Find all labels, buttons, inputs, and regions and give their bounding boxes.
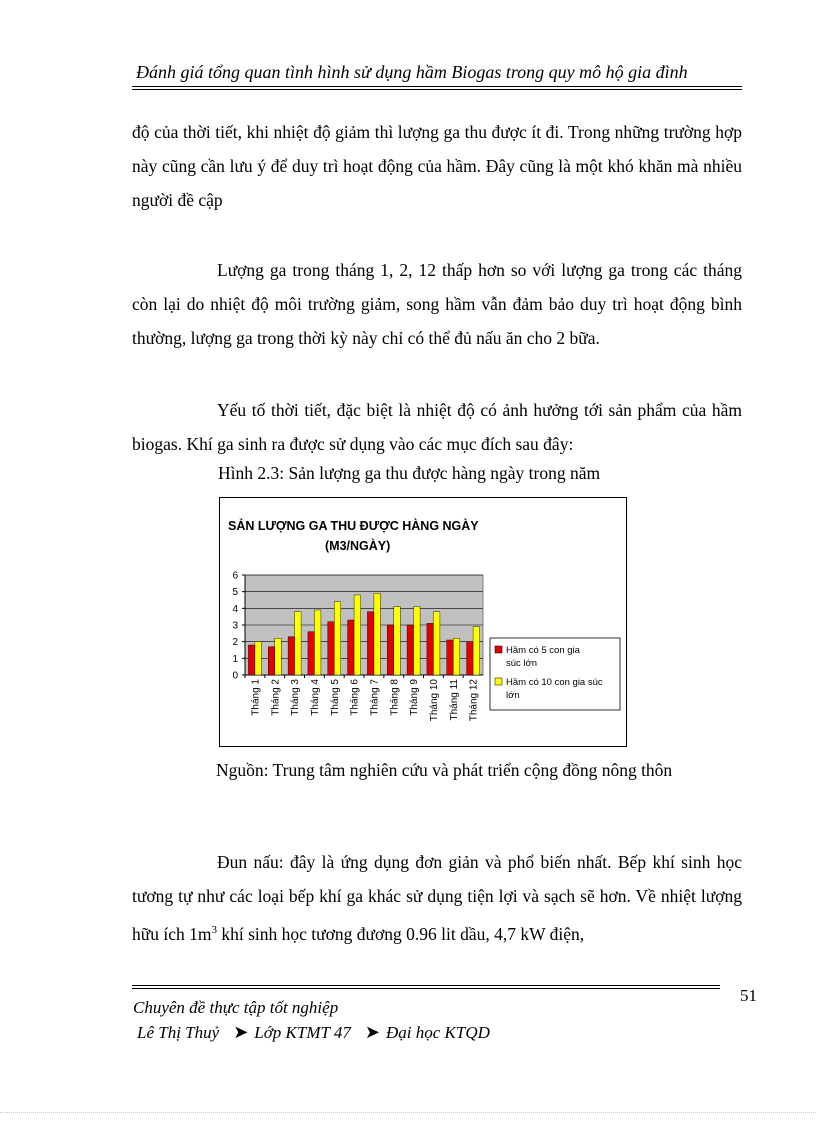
- footer-university: Đại học KTQD: [386, 1023, 490, 1042]
- paragraph-4-superscript: 3: [211, 924, 217, 936]
- page-bottom-dotted-border: [0, 1112, 816, 1113]
- bar: [473, 627, 480, 675]
- y-tick-label: 0: [232, 670, 238, 682]
- x-tick-label: Tháng 12: [468, 679, 480, 722]
- x-tick-label: Tháng 10: [428, 679, 440, 722]
- x-tick-label: Tháng 5: [329, 679, 341, 716]
- arrow-icon: ➤: [364, 1022, 381, 1042]
- bar: [275, 638, 282, 675]
- bar: [414, 607, 421, 675]
- paragraph-3: Yếu tố thời tiết, đặc biệt là nhiệt độ có ảnh hưởng tới sản phẩm của hầm biogas. Khí ga sinh ra được sử dụng vào các mục đích sau đây:: [132, 400, 742, 454]
- bar: [467, 642, 474, 675]
- bar: [394, 607, 401, 675]
- figure-caption: Hình 2.3: Sản lượng ga thu được hàng ngày trong năm: [218, 463, 601, 483]
- header-rule-top: [132, 86, 742, 87]
- bar: [248, 645, 254, 675]
- y-tick-label: 2: [232, 637, 238, 649]
- footer-class: Lớp KTMT 47: [254, 1023, 351, 1042]
- arrow-icon: ➤: [233, 1022, 249, 1042]
- bar: [334, 602, 341, 675]
- bar: [427, 623, 434, 675]
- header-rule-bottom: [132, 89, 742, 90]
- x-tick-label: Tháng 8: [389, 679, 401, 716]
- x-tick-label: Tháng 2: [270, 679, 282, 716]
- legend-label: Hầm có 10 con gia súc: [506, 677, 603, 688]
- bar: [453, 638, 460, 675]
- y-tick-label: 5: [232, 587, 238, 599]
- x-tick-label: Tháng 9: [409, 679, 421, 716]
- legend-label-continued: súc lớn: [506, 658, 538, 669]
- legend-label-continued: lớn: [506, 690, 520, 701]
- bar: [348, 620, 355, 675]
- bar: [354, 595, 361, 675]
- page-number: 51: [740, 986, 757, 1005]
- chart-frame: [219, 497, 627, 747]
- footer-author-line: [137, 1022, 490, 1043]
- x-tick-label: Tháng 4: [309, 679, 321, 716]
- bar: [288, 637, 295, 675]
- page-header-title: Đánh giá tổng quan tình hình sử dụng hầm Biogas trong quy mô hộ gia đình: [136, 62, 688, 82]
- y-tick-label: 3: [232, 620, 238, 632]
- bar: [387, 625, 394, 675]
- bar: [308, 632, 315, 675]
- bar: [367, 612, 374, 675]
- paragraph-4-text-end: khí sinh học tương đương 0.96 lit dầu, 4,7 kW điện,: [216, 923, 585, 944]
- x-tick-label: Tháng 7: [369, 679, 381, 716]
- x-tick-label: Tháng 3: [290, 679, 302, 716]
- bar: [447, 640, 454, 675]
- bar-chart: [220, 498, 626, 746]
- paragraph-2: Lượng ga trong tháng 1, 2, 12 thấp hơn so với lượng ga trong các tháng còn lại do nhiệt độ môi trường giảm, song hầm vẫn đảm bảo duy trì hoạt động bình thường, lượng ga trong thời kỳ này chỉ có thể đủ nấu ăn cho 2 bữa.: [132, 260, 742, 348]
- bar: [295, 612, 302, 675]
- x-tick-label: Tháng 1: [250, 679, 262, 716]
- bar: [374, 593, 381, 675]
- bar: [268, 647, 275, 675]
- chart-title-line1: SẢN LƯỢNG GA THU ĐƯỢC HÀNG NGÀY: [228, 519, 479, 533]
- footer-author: Lê Thị Thuỷ: [137, 1023, 220, 1042]
- legend-label: Hầm có 5 con gia: [506, 645, 580, 656]
- footer-rule-top: [132, 985, 720, 986]
- y-tick-label: 4: [232, 603, 238, 615]
- x-tick-label: Tháng 11: [448, 679, 460, 721]
- paragraph-4-text: Đun nấu: đây là ứng dụng đơn giản và phổ biến nhất. Bếp khí sinh học tương tự như các loại bếp khí ga khác sử dụng tiện lợi và sạch sẽ hơn. Về nhiệt lượng hữu ích 1m: [132, 852, 742, 944]
- x-tick-label: Tháng 6: [349, 679, 361, 716]
- figure-source: Nguồn: Trung tâm nghiên cứu và phát triển cộng đồng nông thôn: [216, 760, 673, 780]
- bar: [328, 622, 335, 675]
- footer-title: Chuyên đề thực tập tốt nghiệp: [133, 998, 339, 1017]
- bar: [433, 612, 440, 675]
- bar: [255, 642, 261, 675]
- paragraph-1: độ của thời tiết, khi nhiệt độ giảm thì lượng ga thu được ít đi. Trong những trường hợp này cũng cần lưu ý để duy trì hoạt động của hầm. Đây cũng là một khó khăn mà nhiều người đề cập: [132, 122, 742, 210]
- footer-rule-bottom: [132, 988, 720, 989]
- y-tick-label: 1: [232, 653, 238, 665]
- legend-swatch: [495, 678, 502, 685]
- y-tick-label: 6: [232, 570, 238, 582]
- bar: [407, 625, 414, 675]
- paragraph-4: [132, 845, 742, 951]
- chart-title-line2: (M3/NGÀY): [325, 539, 391, 553]
- legend-swatch: [495, 646, 502, 653]
- bar: [314, 610, 321, 675]
